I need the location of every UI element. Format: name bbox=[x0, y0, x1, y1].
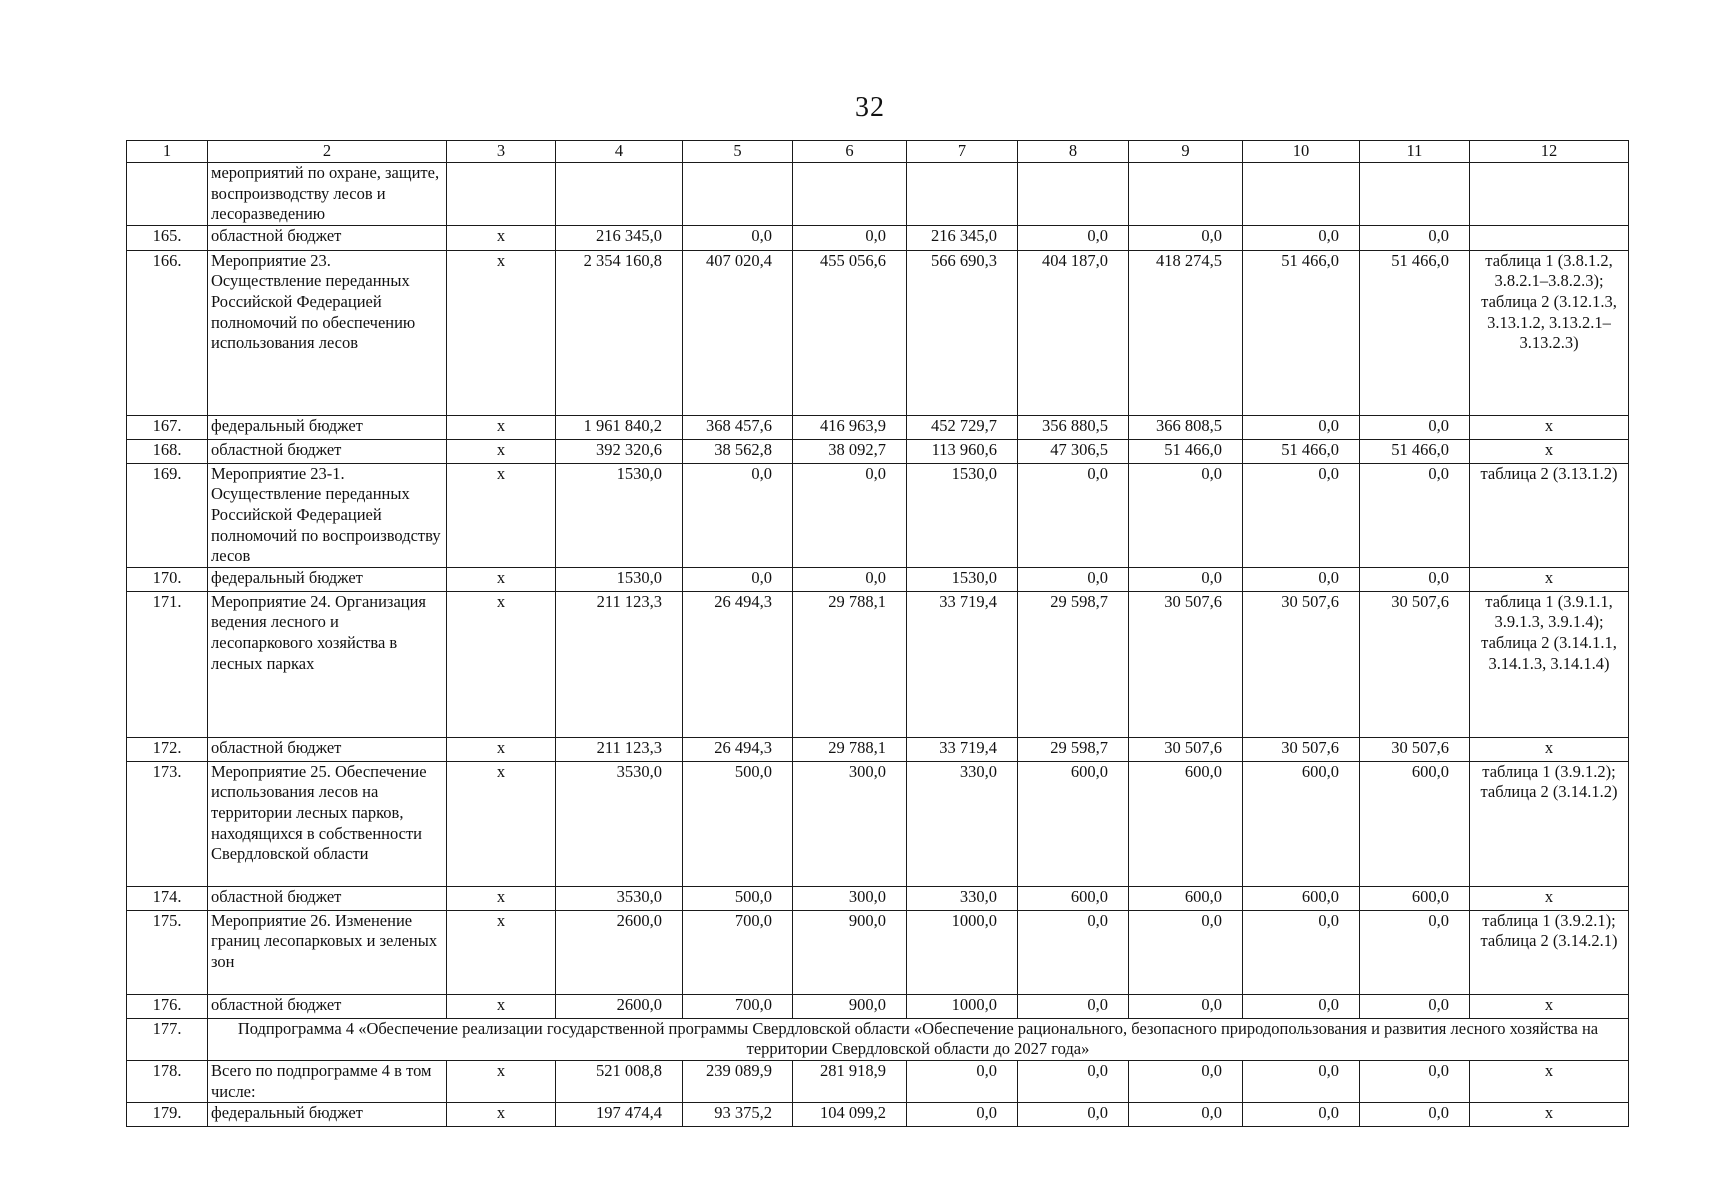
row-value: 0,0 bbox=[1018, 1103, 1129, 1127]
row-value: 600,0 bbox=[1018, 761, 1129, 886]
table-row bbox=[127, 439, 1629, 463]
row-value: 3530,0 bbox=[556, 886, 683, 910]
row-name: Мероприятие 24. Организация ведения лесного и лесопаркового хозяйства в лесных парках bbox=[208, 591, 447, 737]
row-value: 600,0 bbox=[1243, 886, 1360, 910]
row-value: 600,0 bbox=[1018, 886, 1129, 910]
subprogram-title: Подпрограмма 4 «Обеспечение реализации государственной программы Свердловской области «Обеспечение рационального, безопасного природопользования и развития лесного хозяйства на территории Свердловской области до 2027 года» bbox=[208, 1018, 1629, 1060]
row-value: 0,0 bbox=[1129, 994, 1243, 1018]
row-value: 30 507,6 bbox=[1243, 591, 1360, 737]
row-number: 167. bbox=[127, 415, 208, 439]
row-value: 51 466,0 bbox=[1243, 439, 1360, 463]
row-value bbox=[907, 163, 1018, 226]
row-value: 0,0 bbox=[1360, 1103, 1470, 1127]
row-value: 29 598,7 bbox=[1018, 737, 1129, 761]
row-value: 0,0 bbox=[1018, 463, 1129, 567]
row-name: областной бюджет bbox=[208, 439, 447, 463]
row-value: 0,0 bbox=[1129, 567, 1243, 591]
row-value: 33 719,4 bbox=[907, 591, 1018, 737]
table-row bbox=[127, 737, 1629, 761]
row-value: 33 719,4 bbox=[907, 737, 1018, 761]
row-col3: x bbox=[447, 463, 556, 567]
header-cell: 5 bbox=[683, 141, 793, 163]
row-value: 281 918,9 bbox=[793, 1060, 907, 1102]
row-number: 171. bbox=[127, 591, 208, 737]
row-col3 bbox=[447, 163, 556, 226]
row-value: 600,0 bbox=[1243, 761, 1360, 886]
row-value: 0,0 bbox=[1243, 567, 1360, 591]
row-col3: x bbox=[447, 567, 556, 591]
row-value: 113 960,6 bbox=[907, 439, 1018, 463]
row-value: 216 345,0 bbox=[556, 225, 683, 250]
row-value: 104 099,2 bbox=[793, 1103, 907, 1127]
row-col3: x bbox=[447, 910, 556, 994]
header-cell: 6 bbox=[793, 141, 907, 163]
header-cell: 1 bbox=[127, 141, 208, 163]
row-number: 168. bbox=[127, 439, 208, 463]
row-value: 416 963,9 bbox=[793, 415, 907, 439]
header-row bbox=[127, 141, 1629, 163]
row-value: 211 123,3 bbox=[556, 591, 683, 737]
row-value: 2600,0 bbox=[556, 994, 683, 1018]
table-row bbox=[127, 994, 1629, 1018]
row-value: 0,0 bbox=[1243, 910, 1360, 994]
row-value: 0,0 bbox=[1018, 567, 1129, 591]
row-value: 47 306,5 bbox=[1018, 439, 1129, 463]
row-value: 51 466,0 bbox=[1360, 250, 1470, 415]
row-col3: x bbox=[447, 886, 556, 910]
header-cell: 11 bbox=[1360, 141, 1470, 163]
row-value: 38 092,7 bbox=[793, 439, 907, 463]
row-value: 38 562,8 bbox=[683, 439, 793, 463]
row-value: 0,0 bbox=[793, 463, 907, 567]
row-value: 30 507,6 bbox=[1129, 591, 1243, 737]
row-value: 0,0 bbox=[683, 463, 793, 567]
row-value: 700,0 bbox=[683, 910, 793, 994]
row-value: 330,0 bbox=[907, 761, 1018, 886]
row-col3: x bbox=[447, 250, 556, 415]
row-value: 0,0 bbox=[1360, 225, 1470, 250]
table-row bbox=[127, 567, 1629, 591]
row-value: 26 494,3 bbox=[683, 737, 793, 761]
row-name: федеральный бюджет bbox=[208, 567, 447, 591]
row-name: мероприятий по охране, защите, воспроизводству лесов и лесоразведению bbox=[208, 163, 447, 226]
row-number: 169. bbox=[127, 463, 208, 567]
header-cell: 4 bbox=[556, 141, 683, 163]
row-reference: таблица 1 (3.9.2.1); таблица 2 (3.14.2.1) bbox=[1470, 910, 1629, 994]
row-reference: x bbox=[1470, 737, 1629, 761]
row-value: 0,0 bbox=[1129, 1103, 1243, 1127]
row-value: 521 008,8 bbox=[556, 1060, 683, 1102]
table-row bbox=[127, 1103, 1629, 1127]
row-value: 0,0 bbox=[1360, 1060, 1470, 1102]
header-cell: 8 bbox=[1018, 141, 1129, 163]
row-value: 0,0 bbox=[1243, 1103, 1360, 1127]
row-value: 407 020,4 bbox=[683, 250, 793, 415]
row-value: 600,0 bbox=[1360, 886, 1470, 910]
row-value: 0,0 bbox=[1360, 994, 1470, 1018]
row-number: 165. bbox=[127, 225, 208, 250]
row-value: 300,0 bbox=[793, 886, 907, 910]
row-value: 0,0 bbox=[1018, 1060, 1129, 1102]
row-reference: x bbox=[1470, 994, 1629, 1018]
row-reference bbox=[1470, 225, 1629, 250]
row-number: 178. bbox=[127, 1060, 208, 1102]
row-value: 239 089,9 bbox=[683, 1060, 793, 1102]
row-value: 0,0 bbox=[793, 567, 907, 591]
row-value: 3530,0 bbox=[556, 761, 683, 886]
row-reference: x bbox=[1470, 415, 1629, 439]
table-row bbox=[127, 591, 1629, 737]
row-value: 404 187,0 bbox=[1018, 250, 1129, 415]
row-value: 418 274,5 bbox=[1129, 250, 1243, 415]
subprogram-row bbox=[127, 1018, 1629, 1060]
row-value: 330,0 bbox=[907, 886, 1018, 910]
row-value: 29 598,7 bbox=[1018, 591, 1129, 737]
row-reference bbox=[1470, 163, 1629, 226]
row-reference: таблица 1 (3.9.1.2); таблица 2 (3.14.1.2) bbox=[1470, 761, 1629, 886]
row-value: 700,0 bbox=[683, 994, 793, 1018]
row-value: 0,0 bbox=[1129, 1060, 1243, 1102]
row-reference: x bbox=[1470, 886, 1629, 910]
row-value: 30 507,6 bbox=[1129, 737, 1243, 761]
row-value bbox=[683, 163, 793, 226]
table-row bbox=[127, 761, 1629, 886]
row-name: областной бюджет bbox=[208, 886, 447, 910]
row-value: 51 466,0 bbox=[1360, 439, 1470, 463]
row-name: федеральный бюджет bbox=[208, 415, 447, 439]
row-value: 0,0 bbox=[1360, 463, 1470, 567]
header-cell: 12 bbox=[1470, 141, 1629, 163]
header-cell: 2 bbox=[208, 141, 447, 163]
row-value: 0,0 bbox=[1360, 567, 1470, 591]
row-value: 368 457,6 bbox=[683, 415, 793, 439]
row-number: 175. bbox=[127, 910, 208, 994]
row-value: 0,0 bbox=[1129, 910, 1243, 994]
row-value: 900,0 bbox=[793, 994, 907, 1018]
page-number: 32 bbox=[855, 92, 885, 123]
row-value: 500,0 bbox=[683, 761, 793, 886]
header-cell: 10 bbox=[1243, 141, 1360, 163]
row-value: 0,0 bbox=[793, 225, 907, 250]
row-value bbox=[1360, 163, 1470, 226]
row-value: 197 474,4 bbox=[556, 1103, 683, 1127]
row-reference: x bbox=[1470, 439, 1629, 463]
row-value: 900,0 bbox=[793, 910, 907, 994]
table-row bbox=[127, 1060, 1629, 1102]
row-value: 500,0 bbox=[683, 886, 793, 910]
row-number: 177. bbox=[127, 1018, 208, 1060]
row-value: 1530,0 bbox=[907, 463, 1018, 567]
table-row bbox=[127, 415, 1629, 439]
header-cell: 7 bbox=[907, 141, 1018, 163]
row-value: 1 961 840,2 bbox=[556, 415, 683, 439]
row-value: 51 466,0 bbox=[1243, 250, 1360, 415]
row-value: 0,0 bbox=[1018, 994, 1129, 1018]
row-name: Мероприятие 23. Осуществление переданных Российской Федерацией полномочий по обеспечению использования лесов bbox=[208, 250, 447, 415]
budget-table bbox=[126, 140, 1629, 1127]
row-col3: x bbox=[447, 439, 556, 463]
row-value: 452 729,7 bbox=[907, 415, 1018, 439]
row-value: 93 375,2 bbox=[683, 1103, 793, 1127]
table-row bbox=[127, 910, 1629, 994]
row-col3: x bbox=[447, 1103, 556, 1127]
row-value bbox=[1129, 163, 1243, 226]
row-number: 170. bbox=[127, 567, 208, 591]
table-row bbox=[127, 886, 1629, 910]
row-col3: x bbox=[447, 1060, 556, 1102]
row-col3: x bbox=[447, 225, 556, 250]
row-value: 216 345,0 bbox=[907, 225, 1018, 250]
row-col3: x bbox=[447, 761, 556, 886]
row-value: 2 354 160,8 bbox=[556, 250, 683, 415]
row-value: 1530,0 bbox=[907, 567, 1018, 591]
row-value bbox=[556, 163, 683, 226]
row-value: 0,0 bbox=[907, 1060, 1018, 1102]
row-name: Мероприятие 23-1. Осуществление переданных Российской Федерацией полномочий по воспроизводству лесов bbox=[208, 463, 447, 567]
table-row bbox=[127, 463, 1629, 567]
row-value: 51 466,0 bbox=[1129, 439, 1243, 463]
row-value: 0,0 bbox=[1018, 910, 1129, 994]
row-value: 0,0 bbox=[1243, 415, 1360, 439]
row-number: 174. bbox=[127, 886, 208, 910]
row-value bbox=[1018, 163, 1129, 226]
row-name: областной бюджет bbox=[208, 737, 447, 761]
row-value: 1530,0 bbox=[556, 567, 683, 591]
row-number: 173. bbox=[127, 761, 208, 886]
row-value bbox=[1243, 163, 1360, 226]
row-value: 566 690,3 bbox=[907, 250, 1018, 415]
row-reference: таблица 1 (3.9.1.1, 3.9.1.3, 3.9.1.4); таблица 2 (3.14.1.1, 3.14.1.3, 3.14.1.4) bbox=[1470, 591, 1629, 737]
row-value: 300,0 bbox=[793, 761, 907, 886]
row-value: 30 507,6 bbox=[1243, 737, 1360, 761]
row-col3: x bbox=[447, 737, 556, 761]
row-reference: x bbox=[1470, 567, 1629, 591]
row-value: 1000,0 bbox=[907, 910, 1018, 994]
row-value: 1530,0 bbox=[556, 463, 683, 567]
row-value: 29 788,1 bbox=[793, 737, 907, 761]
row-value: 30 507,6 bbox=[1360, 591, 1470, 737]
row-value: 0,0 bbox=[1243, 1060, 1360, 1102]
row-col3: x bbox=[447, 415, 556, 439]
row-reference: x bbox=[1470, 1060, 1629, 1102]
row-name: Мероприятие 26. Изменение границ лесопарковых и зеленых зон bbox=[208, 910, 447, 994]
row-value: 0,0 bbox=[1243, 463, 1360, 567]
row-value: 392 320,6 bbox=[556, 439, 683, 463]
row-value: 0,0 bbox=[1129, 463, 1243, 567]
row-value: 600,0 bbox=[1129, 886, 1243, 910]
row-value: 0,0 bbox=[1243, 994, 1360, 1018]
row-number: 176. bbox=[127, 994, 208, 1018]
row-value: 0,0 bbox=[1243, 225, 1360, 250]
row-reference: таблица 1 (3.8.1.2, 3.8.2.1–3.8.2.3); таблица 2 (3.12.1.3, 3.13.1.2, 3.13.2.1– 3.13.2.3) bbox=[1470, 250, 1629, 415]
header-cell: 3 bbox=[447, 141, 556, 163]
row-name: Всего по подпрограмме 4 в том числе: bbox=[208, 1060, 447, 1102]
row-value: 1000,0 bbox=[907, 994, 1018, 1018]
row-name: областной бюджет bbox=[208, 994, 447, 1018]
row-value: 2600,0 bbox=[556, 910, 683, 994]
row-value: 600,0 bbox=[1129, 761, 1243, 886]
row-number: 166. bbox=[127, 250, 208, 415]
row-value bbox=[793, 163, 907, 226]
row-name: федеральный бюджет bbox=[208, 1103, 447, 1127]
table-row bbox=[127, 163, 1629, 226]
row-value: 600,0 bbox=[1360, 761, 1470, 886]
row-value: 0,0 bbox=[683, 225, 793, 250]
row-value: 0,0 bbox=[1129, 225, 1243, 250]
row-number bbox=[127, 163, 208, 226]
row-reference: x bbox=[1470, 1103, 1629, 1127]
row-name: Мероприятие 25. Обеспечение использования лесов на территории лесных парков, находящихся в собственности Свердловской области bbox=[208, 761, 447, 886]
row-value: 366 808,5 bbox=[1129, 415, 1243, 439]
row-value: 356 880,5 bbox=[1018, 415, 1129, 439]
row-value: 0,0 bbox=[1360, 415, 1470, 439]
row-value: 0,0 bbox=[1018, 225, 1129, 250]
row-number: 172. bbox=[127, 737, 208, 761]
row-value: 0,0 bbox=[907, 1103, 1018, 1127]
row-col3: x bbox=[447, 591, 556, 737]
row-value: 30 507,6 bbox=[1360, 737, 1470, 761]
row-value: 29 788,1 bbox=[793, 591, 907, 737]
row-value: 455 056,6 bbox=[793, 250, 907, 415]
row-value: 0,0 bbox=[683, 567, 793, 591]
row-number: 179. bbox=[127, 1103, 208, 1127]
table-row bbox=[127, 250, 1629, 415]
row-value: 26 494,3 bbox=[683, 591, 793, 737]
table-row bbox=[127, 225, 1629, 250]
row-name: областной бюджет bbox=[208, 225, 447, 250]
row-value: 0,0 bbox=[1360, 910, 1470, 994]
row-value: 211 123,3 bbox=[556, 737, 683, 761]
row-reference: таблица 2 (3.13.1.2) bbox=[1470, 463, 1629, 567]
header-cell: 9 bbox=[1129, 141, 1243, 163]
row-col3: x bbox=[447, 994, 556, 1018]
